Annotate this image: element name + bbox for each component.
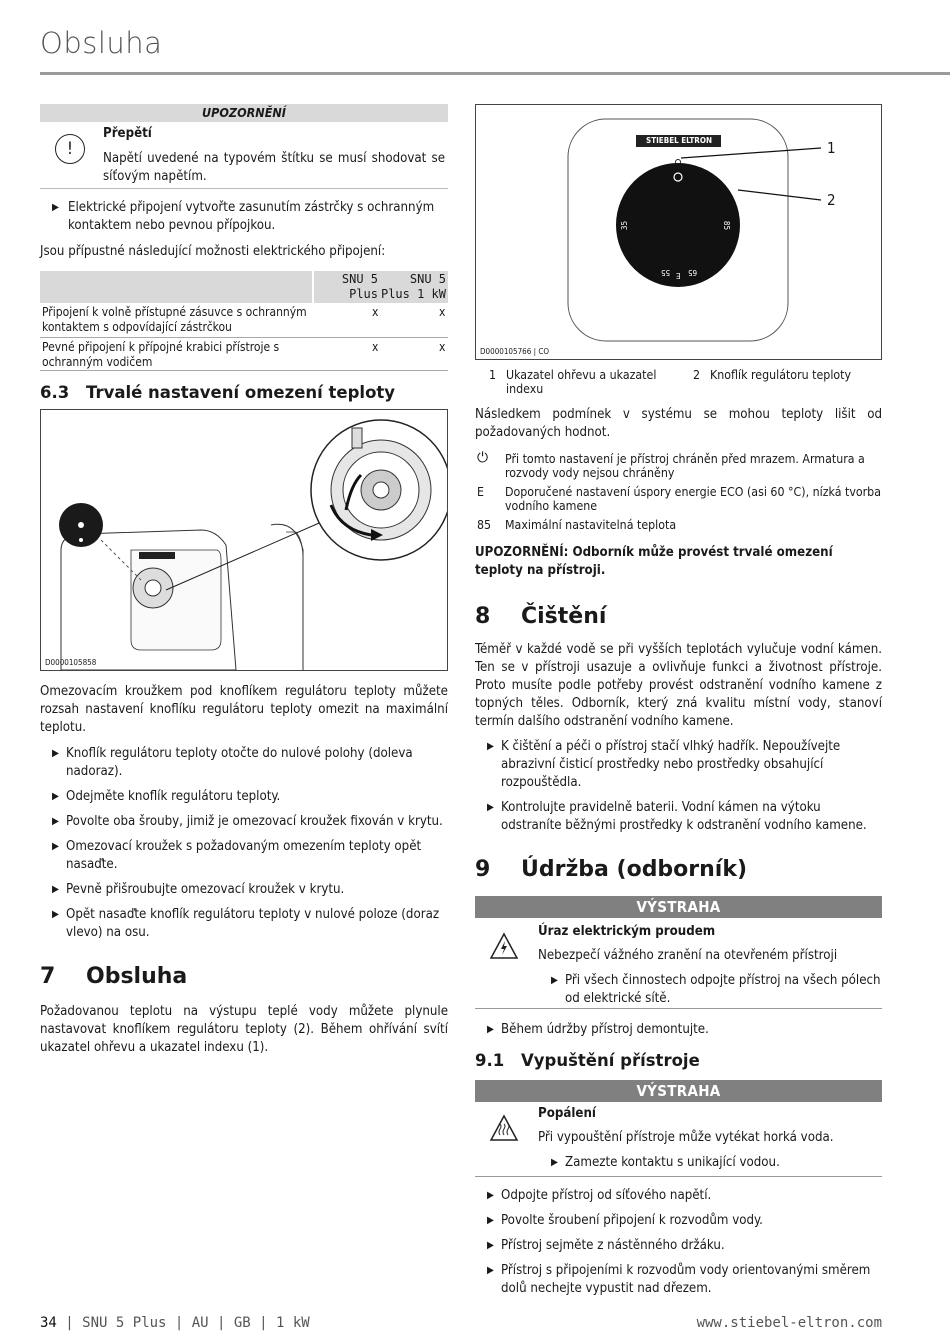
table-header xyxy=(40,271,448,303)
table-row xyxy=(40,338,448,371)
step-text: Odpojte přístroj od síťového napětí. xyxy=(501,1188,712,1203)
legend-item xyxy=(693,368,883,382)
notice-text: Napětí uvedené na typovém štítku se musí shodovat se síťovým napětím. xyxy=(103,151,445,184)
symbol-85: 85 xyxy=(477,518,492,532)
callout-1: 1 xyxy=(827,139,836,157)
legend-num: 1 xyxy=(489,368,497,382)
step-text: Omezovací kroužek s požadovaným omezením teploty opět nasaďte. xyxy=(66,839,422,872)
figure-limit-ring xyxy=(40,409,448,671)
para-7: Požadovanou teplotu na výstupu teplé vody můžete plynule nastavovat knoflíkem regulátoru teploty (2). Během ohřívání svítí ukazatel ohřevu a ukazatel indexu (1). xyxy=(40,1004,448,1055)
table-row-label: Připojení k volně přístupné zásuvce s ochranným kontaktem s odpovídající zástrčkou xyxy=(42,305,307,334)
step-item xyxy=(487,738,871,792)
table-col2-line2: Plus 1 kW xyxy=(380,287,446,301)
footer-info: | SNU 5 Plus | AU | GB | 1 kW xyxy=(65,1315,310,1331)
step-item xyxy=(52,906,448,942)
step-text: Kontrolujte pravidelně baterii. Vodní kámen na výtoku odstraníte běžnými prostředky k odstranění vodního kamene. xyxy=(501,800,867,833)
warning-box-burn xyxy=(475,1080,882,1177)
step-item xyxy=(487,1262,881,1298)
legend-text: Ukazatel ohřevu a ukazatel indexu xyxy=(506,368,657,396)
symbol-item xyxy=(475,518,882,532)
warning-box-electric xyxy=(475,896,882,1009)
step-item xyxy=(487,1187,881,1205)
dial-label: 35 xyxy=(620,220,630,231)
figure-code: D0000105858 xyxy=(45,658,97,667)
notice-bold: UPOZORNĚNÍ: Odborník může provést trvalé omezení teploty na přístroji. xyxy=(475,545,833,578)
warning-text: Nebezpečí vážného zranění na otevřeném přístroji xyxy=(538,948,838,963)
table-row-a: x xyxy=(372,305,379,319)
step-text: Pevně přišroubujte omezovací kroužek v krytu. xyxy=(66,882,345,897)
step-item xyxy=(52,788,448,806)
section-6-3-heading xyxy=(40,383,448,402)
bullet-connect-text: Elektrické připojení vytvořte zasunutím zástrčky s ochranným kontaktem nebo pevnou přípojkou. xyxy=(68,200,435,233)
symbol-list xyxy=(475,452,882,532)
section-9-heading xyxy=(475,857,882,882)
section-9-1-heading xyxy=(475,1051,882,1070)
section-title: Obsluha xyxy=(86,964,188,989)
electric-hazard-icon xyxy=(489,932,519,960)
warning-bar: VÝSTRAHA xyxy=(475,1080,882,1102)
table-row-label: Pevné připojení k přípojné krabici přístroje s ochranným vodičem xyxy=(42,340,280,369)
bullet-demontage xyxy=(487,1021,882,1039)
dial-label: 65 xyxy=(688,268,698,277)
table-row-b: x xyxy=(439,340,446,354)
step-text: Povolte oba šrouby, jimiž je omezovací kroužek fixován v krytu. xyxy=(66,814,443,829)
step-text: Knoflík regulátoru teploty otočte do nulové polohy (doleva nadoraz). xyxy=(66,746,413,779)
steps-9-1 xyxy=(487,1187,881,1298)
warning-heading: Popálení xyxy=(538,1106,596,1121)
section-number: 9 xyxy=(475,857,491,882)
symbol-e: E xyxy=(477,485,484,499)
para-6-3: Omezovacím kroužkem pod knoflíkem regulátoru teploty můžete rozsah nastavení knoflíku regulátoru teploty omezit na maximální teplotu. xyxy=(40,684,448,735)
step-item xyxy=(52,745,448,781)
symbol-text: Maximální nastavitelná teplota xyxy=(505,518,677,532)
dial-label: 85 xyxy=(722,220,732,231)
legend-item xyxy=(489,368,689,396)
table-col2-header xyxy=(381,272,446,302)
section-title: Vypuštění přístroje xyxy=(521,1051,700,1070)
step-item xyxy=(52,813,448,831)
section-title: Trvalé nastavení omezení teploty xyxy=(86,383,396,402)
step-item xyxy=(52,881,448,899)
footer-left xyxy=(40,1315,310,1331)
para-8: Téměř v každé vodě se při vyšších teplotách vylučuje vodní kámen. Ten se v přístroji usazuje a ovlivňuje funkci a životnost přístroje. Proto musíte podle potřeby provést odstranění vodního kamene z topných těles. Odborník, který zná kvalitu místní vody, stanoví termín dalšího odstranění vodního kamene. xyxy=(475,642,882,729)
warning-heading: Úraz elektrickým proudem xyxy=(538,924,716,939)
step-text: Odejměte knoflík regulátoru teploty. xyxy=(66,789,281,804)
right-column xyxy=(475,104,882,1298)
dial-label: E xyxy=(676,271,681,280)
symbol-item xyxy=(475,485,882,513)
step-item xyxy=(487,1237,881,1255)
footer-url[interactable]: www.stiebel-eltron.com xyxy=(696,1315,882,1331)
step-text: Opět nasaďte knoflík regulátoru teploty v nulové poloze (doraz vlevo) na osu. xyxy=(66,907,440,940)
warning-bullet-text: Při všech činnostech odpojte přístroj na všech pólech od elektrické sítě. xyxy=(565,973,881,1006)
step-text: K čištění a péči o přístroj stačí vlhký hadřík. Nepoužívejte abrazivní čisticí prostředky nebo prostředky obsahující rozpouštědla. xyxy=(501,739,841,790)
steps-6-3 xyxy=(52,745,448,942)
section-number: 9.1 xyxy=(475,1051,505,1070)
section-title: Údržba (odborník) xyxy=(521,857,748,882)
connection-table xyxy=(40,271,448,371)
table-row-b: x xyxy=(439,305,446,319)
legend-text: Knoflík regulátoru teploty xyxy=(710,368,852,382)
warning-bar: VÝSTRAHA xyxy=(475,896,882,918)
figure-legend xyxy=(475,368,882,398)
step-text: Přístroj s připojeními k rozvodům vody orientovanými směrem dolů nechejte vypustit nad dřezem. xyxy=(501,1263,871,1296)
bullet-connect xyxy=(52,199,448,235)
symbol-text: Doporučené nastavení úspory energie ECO (asi 60 °C), nízká tvorba vodního kamene xyxy=(505,485,881,513)
warning-text: Při vypouštění přístroje může vytékat horká voda. xyxy=(538,1130,834,1145)
warning-bullet xyxy=(551,972,891,1008)
table-row xyxy=(40,303,448,338)
notice-box xyxy=(40,104,448,189)
step-text: Povolte šroubení připojení k rozvodům vody. xyxy=(501,1213,763,1228)
notice-bar: UPOZORNĚNÍ xyxy=(40,104,448,122)
left-column xyxy=(40,104,448,1057)
brand-label: STIEBEL ELTRON xyxy=(646,136,712,145)
section-number: 8 xyxy=(475,604,491,629)
section-7-heading xyxy=(40,964,448,989)
section-number: 7 xyxy=(40,964,56,989)
table-row-a: x xyxy=(372,340,379,354)
section-title: Čištění xyxy=(521,604,607,629)
step-text: Přístroj sejměte z nástěnného držáku. xyxy=(501,1238,725,1253)
bullet-demontage-text: Během údržby přístroj demontujte. xyxy=(501,1022,709,1037)
power-icon: ⏻ xyxy=(477,450,489,466)
figure-control-panel xyxy=(475,104,882,360)
step-item xyxy=(487,799,871,835)
table-col1-line2: Plus xyxy=(349,287,378,301)
para-conditions: Následkem podmínek v systému se mohou teploty lišit od požadovaných hodnot. xyxy=(475,407,882,440)
legend-num: 2 xyxy=(693,368,701,382)
step-item xyxy=(487,1212,881,1230)
table-col1-line1: SNU 5 xyxy=(341,272,378,286)
symbol-item xyxy=(475,452,882,480)
notice-heading: Přepětí xyxy=(103,126,152,141)
callout-2: 2 xyxy=(827,191,836,209)
symbol-text: Při tomto nastavení je přístroj chráněn před mrazem. Armatura a rozvody vody nejsou chráněny xyxy=(505,452,865,480)
figure-limit-ring-drawing xyxy=(41,410,447,670)
page-header-title: Obsluha xyxy=(40,26,163,60)
steps-8 xyxy=(487,738,871,835)
section-8-heading xyxy=(475,604,882,629)
footer-page-number: 34 xyxy=(40,1315,57,1331)
table-col1-header xyxy=(342,272,378,302)
table-header-sep xyxy=(312,271,314,303)
warning-bullet-text: Zamezte kontaktu s unikající vodou. xyxy=(565,1155,780,1170)
step-item xyxy=(52,838,448,874)
hot-surface-icon xyxy=(489,1114,519,1142)
table-col2-line1: SNU 5 xyxy=(409,272,446,286)
figure-code: D0000105766 | CO xyxy=(480,347,550,356)
dial-label: 55 xyxy=(661,268,671,277)
table-intro: Jsou přípustné následující možnosti elektrického připojení: xyxy=(40,244,386,259)
notice-icon: ! xyxy=(55,134,85,164)
section-number: 6.3 xyxy=(40,383,70,402)
warning-bullet xyxy=(551,1154,891,1172)
header-rule xyxy=(40,72,950,75)
